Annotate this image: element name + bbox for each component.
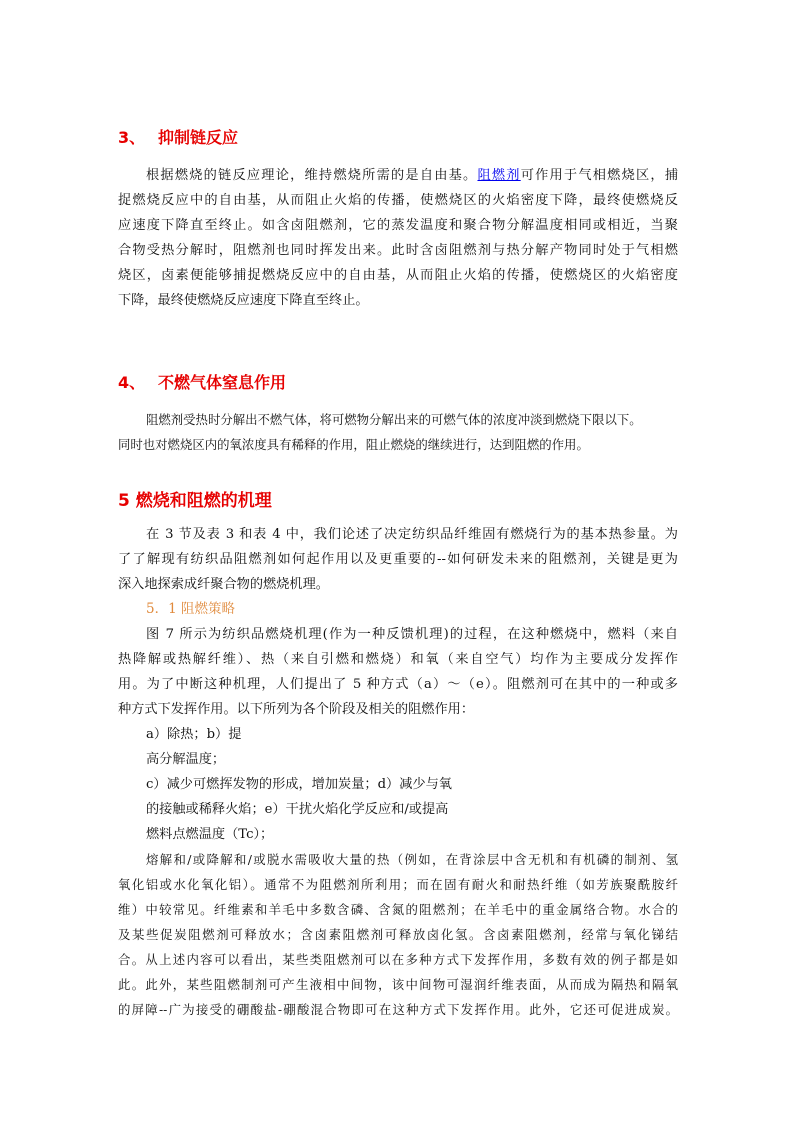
paragraph-line: 热降解或热解纤维）、热（来自引燃和燃烧）和氧（来自空气）均作为主要成分发挥作 xyxy=(118,652,678,667)
section-5-heading: 5 燃烧和阻燃的机理 xyxy=(118,491,272,511)
text-run: 可作用于气相燃烧区，捕 xyxy=(520,168,679,183)
list-item: c）减少可燃挥发物的形成，增加炭量；d）减少与氧 xyxy=(146,777,452,792)
section-3-title: 抑制链反应 xyxy=(158,128,239,147)
paragraph-line: 下降，最终使燃烧反应速度下降直至终止。 xyxy=(118,293,369,308)
paragraph-line: 烧区，卤素便能够捕捉燃烧反应中的自由基，从而阻止火焰的传播，使燃烧区的火焰密度 xyxy=(118,268,678,283)
paragraph-line: 及某些促炭阻燃剂可释放水；含卤素阻燃剂可释放卤化氢。含卤素阻燃剂，经常与氧化锑结 xyxy=(118,927,678,942)
retardant-action-list xyxy=(118,722,678,847)
paragraph-line: 氧化铝或水化氧化铝）。通常不为阻燃剂所利用；而在固有耐火和耐热纤维（如芳族聚酰胺纤 xyxy=(118,877,678,892)
paragraph-line: 的屏障--广为接受的硼酸盐-硼酸混合物即可在这种方式下发挥作用。此外，它还可促进成炭。 xyxy=(118,1002,678,1017)
paragraph-line: 维）中较常见。纤维素和羊毛中多数含磷、含氮的阻燃剂；在羊毛中的重金属络合物。水合的 xyxy=(118,902,678,917)
section-5-1-tail xyxy=(118,847,678,1022)
paragraph-line: 了了解现有纺织品阻燃剂如何起作用以及更重要的--如何研发未来的阻燃剂，关键是更为 xyxy=(118,552,678,567)
paragraph-line: 应速度下降直至终止。如含卤阻燃剂，它的蒸发温度和聚合物分解温度相同或相近，当聚 xyxy=(118,218,678,233)
list-item: 燃料点燃温度（Tc）； xyxy=(146,827,274,842)
text-run: 根据燃烧的链反应理论，维持燃烧所需的是自由基。 xyxy=(146,168,478,183)
paragraph-line: 捉燃烧反应中的自由基，从而阻止火焰的传播，使燃烧区的火焰密度下降，最终使燃烧反 xyxy=(118,193,678,208)
paragraph-line: 图 7 所示为纺织品燃烧机理(作为一种反馈机理)的过程，在这种燃烧中，燃料（来自 xyxy=(146,627,678,642)
paragraph-line: 在 3 节及表 3 和表 4 中，我们论述了决定纺织品纤维固有燃烧行为的基本热参量。为 xyxy=(146,527,678,542)
paragraph-line: 深入地探索成纤聚合物的燃烧机理。 xyxy=(118,577,329,592)
paragraph-line: 合。从上述内容可以看出，某些类阻燃剂可以在多种方式下发挥作用，多数有效的例子都是如 xyxy=(118,952,678,967)
section-3-paragraph xyxy=(118,163,678,313)
section-4-heading xyxy=(118,372,286,394)
flame-retardant-link[interactable]: 阻燃剂 xyxy=(477,168,521,183)
list-item: a）除热；b）提 xyxy=(146,727,242,742)
section-4-title: 不燃气体窒息作用 xyxy=(158,373,287,392)
paragraph-line: 合物受热分解时，阻燃剂也同时挥发出来。此时含卤阻燃剂与热分解产物同时处于气相燃 xyxy=(118,243,678,258)
section-5-intro xyxy=(118,522,678,597)
subsection-5-1-heading: 5．1 阻燃策略 xyxy=(146,601,235,617)
section-5-1-body xyxy=(118,622,678,722)
section-4-paragraph xyxy=(118,407,678,457)
paragraph-line: 用。为了中断这种机理，人们提出了 5 种方式（a）～（e）。阻燃剂可在其中的一种或多 xyxy=(118,677,678,692)
paragraph-line: 熔解和/或降解和/或脱水需吸收大量的热（例如，在背涂层中含无机和有机磷的制剂、氢 xyxy=(146,852,678,867)
list-item: 的接触或稀释火焰；e）干扰火焰化学反应和/或提高 xyxy=(146,802,449,817)
paragraph-line xyxy=(118,163,678,188)
section-3-heading xyxy=(118,127,238,149)
paragraph-line: 此。此外，某些阻燃制剂可产生液相中间物，该中间物可湿润纤维表面，从而成为隔热和隔氧 xyxy=(118,977,678,992)
paragraph-line: 种方式下发挥作用。以下所列为各个阶段及相关的阻燃作用： xyxy=(118,702,475,717)
list-item: 高分解温度； xyxy=(146,752,226,767)
paragraph-line: 同时也对燃烧区内的氧浓度具有稀释的作用，阻止燃烧的继续进行，达到阻燃的作用。 xyxy=(118,437,589,452)
section-4-number: 4、 xyxy=(118,373,146,392)
section-3-number: 3、 xyxy=(118,128,146,147)
paragraph-line: 阻燃剂受热时分解出不燃气体，将可燃物分解出来的可燃气体的浓度冲淡到燃烧下限以下。 xyxy=(146,412,642,427)
